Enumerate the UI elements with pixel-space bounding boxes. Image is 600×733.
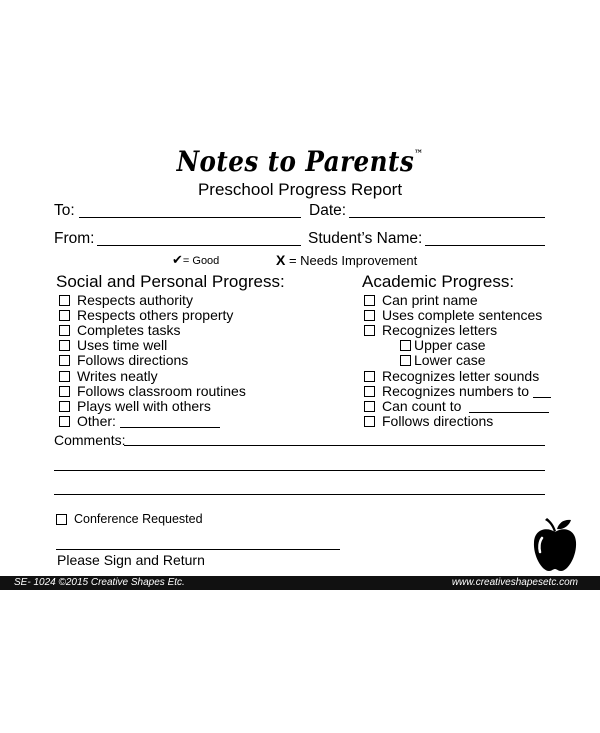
academic-progress-heading: Academic Progress: [362,272,515,291]
page-title [36,145,564,178]
social-item[interactable] [59,307,233,323]
social-item[interactable] [59,337,167,353]
to-field-line[interactable] [79,217,301,218]
academic-item[interactable] [364,322,497,338]
social-item[interactable] [59,322,180,338]
academic-item-label: Can count to [382,398,462,414]
academic-item-label: Follows directions [382,413,494,429]
count-to-field-line[interactable] [469,400,549,413]
checkbox[interactable] [364,371,375,382]
footer-website: www.creativeshapesetc.com [451,577,578,588]
social-item[interactable] [59,352,188,368]
social-item[interactable] [59,368,158,384]
x-icon: X [276,252,286,268]
title-text: Notes to Parents [176,145,415,178]
student-name-label: Student’s Name: [308,230,423,247]
academic-item-label: Recognizes letter sounds [382,368,540,384]
signature-line[interactable] [56,549,340,550]
date-field-line[interactable] [349,217,545,218]
checkbox[interactable] [59,295,70,306]
checkbox[interactable] [59,401,70,412]
social-item-label: Respects authority [77,292,193,308]
academic-item-label: Can print name [382,292,478,308]
academic-item[interactable] [364,398,549,414]
checkbox[interactable] [364,310,375,321]
social-progress-heading: Social and Personal Progress: [56,272,285,291]
social-item-label: Completes tasks [77,322,181,338]
academic-item[interactable] [364,368,539,384]
academic-item-label: Uses complete sentences [382,307,543,323]
legend-needs-improvement-text: = Needs Improvement [288,253,418,268]
checkbox[interactable] [364,295,375,306]
checkbox[interactable] [59,310,70,321]
academic-item-label: Upper case [414,337,486,353]
checkbox[interactable] [364,416,375,427]
check-icon: ✔ [172,252,183,267]
academic-item[interactable] [364,413,493,429]
footer-copyright: SE- 1024 ©2015 Creative Shapes Etc. [14,577,185,588]
footer-bar [0,576,600,590]
social-item-other[interactable] [59,413,220,429]
student-name-field-line[interactable] [425,245,545,246]
comments-line-1[interactable] [124,445,545,446]
checkbox[interactable] [364,325,375,336]
numbers-to-field-line[interactable] [533,385,551,398]
academic-item[interactable] [364,307,542,323]
social-item-label: Plays well with others [77,398,211,414]
social-item-label: Other: [77,413,116,429]
checkbox[interactable] [400,340,411,351]
signature-label: Please Sign and Return [57,552,205,568]
checkbox[interactable] [59,371,70,382]
academic-item-label: Recognizes numbers to [382,383,530,399]
legend-good [172,252,219,268]
social-item[interactable] [59,398,211,414]
social-item-label: Writes neatly [77,368,158,384]
checkbox[interactable] [59,355,70,366]
comments-line-2[interactable] [54,470,545,471]
from-label: From: [54,230,95,247]
checkbox[interactable] [400,355,411,366]
date-label: Date: [309,202,347,219]
comments-line-3[interactable] [54,494,545,495]
social-item[interactable] [59,383,246,399]
conference-requested[interactable] [56,512,203,526]
checkbox[interactable] [56,514,67,525]
checkbox[interactable] [364,386,375,397]
page-subtitle: Preschool Progress Report [197,180,403,199]
social-item-label: Respects others property [77,307,234,323]
checkbox[interactable] [59,325,70,336]
legend-good-text: = Good [182,255,220,267]
legend-needs-improvement [276,252,417,268]
academic-item[interactable] [364,383,551,399]
other-field-line[interactable] [120,415,220,428]
apple-icon [530,516,580,574]
academic-item-label: Lower case [414,352,486,368]
checkbox[interactable] [364,401,375,412]
checkbox[interactable] [59,386,70,397]
social-item-label: Follows directions [77,352,189,368]
academic-item-label: Recognizes letters [382,322,498,338]
comments-label: Comments: [54,432,126,448]
checkbox[interactable] [59,340,70,351]
academic-item[interactable] [364,292,478,308]
social-item-label: Uses time well [77,337,168,353]
trademark-symbol: ™ [414,149,424,160]
academic-subitem[interactable] [400,337,486,353]
from-field-line[interactable] [97,245,301,246]
social-item-label: Follows classroom routines [77,383,246,399]
checkbox[interactable] [59,416,70,427]
conference-label: Conference Requested [74,512,203,526]
to-label: To: [54,202,75,219]
social-item[interactable] [59,292,193,308]
academic-subitem[interactable] [400,352,486,368]
